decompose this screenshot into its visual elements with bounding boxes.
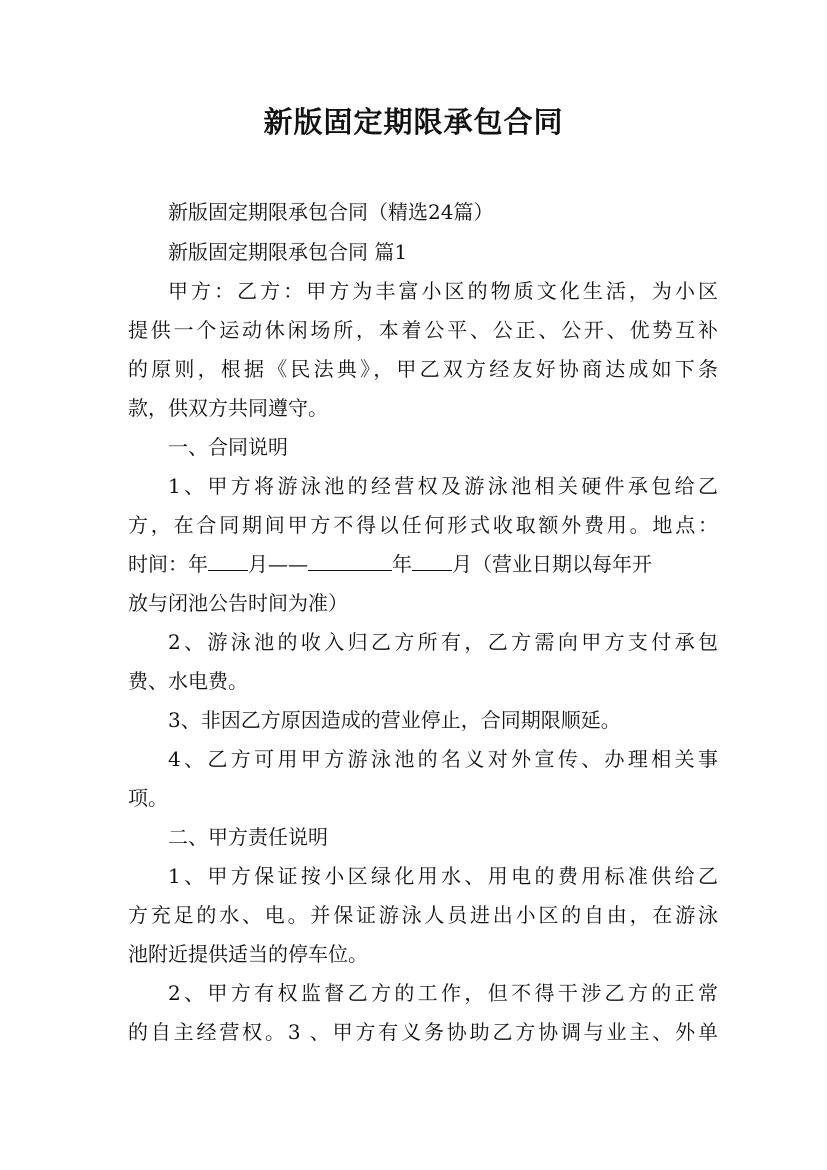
month-blank-field[interactable] xyxy=(208,548,248,571)
preamble-line-3: 的原则，根据《民法典》，甲乙双方经友好协商达成如下条 xyxy=(128,357,718,381)
document-title: 新版固定期限承包合同 xyxy=(263,105,564,139)
clause-2-1-line-3: 池附近提供适当的停车位。 xyxy=(128,942,368,966)
clause-2-1-line-2: 方充足的水、电。并保证游泳人员进出小区的自由，在游泳 xyxy=(128,903,718,927)
section-1-heading: 一、合同说明 xyxy=(168,435,288,459)
clause-2-1-line-1: 1、甲方保证按小区绿化用水、用电的费用标准供给乙 xyxy=(168,864,718,888)
clause-1-4-line-1: 4、乙方可用甲方游泳池的名义对外宣传、办理相关事 xyxy=(168,747,718,771)
collection-subtitle: 新版固定期限承包合同（精选24篇） xyxy=(168,200,494,224)
clause-1-4-line-2: 项。 xyxy=(128,786,168,810)
clause-2-2-line-2: 的自主经营权。3 、甲方有义务协助乙方协调与业主、外单 xyxy=(128,1020,718,1044)
clause-1-1-line-2: 方，在合同期间甲方不得以任何形式收取额外费用。地点： xyxy=(128,513,718,537)
clause-1-2-line-1: 2、游泳池的收入归乙方所有，乙方需向甲方支付承包 xyxy=(168,630,718,654)
clause-1-3-line-1: 3、非因乙方原因造成的营业停止，合同期限顺延。 xyxy=(168,708,621,732)
clause-2-2-line-1: 2、甲方有权监督乙方的工作，但不得干涉乙方的正常 xyxy=(168,981,718,1005)
clause-1-1-line-4: 放与闭池公告时间为准） xyxy=(128,591,348,615)
clause-1-1-line-1: 1、甲方将游泳池的经营权及游泳池相关硬件承包给乙 xyxy=(168,474,718,498)
section-2-heading: 二、甲方责任说明 xyxy=(168,825,328,849)
operating-date-text: 月（营业日期以每年开 xyxy=(452,552,652,576)
preamble-line-1: 甲方：乙方：甲方为丰富小区的物质文化生活，为小区 xyxy=(168,279,718,303)
year-blank-field[interactable] xyxy=(308,548,392,571)
time-label: 时间：年 xyxy=(128,552,208,576)
month-dash-text: 月—— xyxy=(248,552,308,576)
clause-1-2-line-2: 费、水电费。 xyxy=(128,669,248,693)
chapter-heading: 新版固定期限承包合同 篇1 xyxy=(168,240,408,264)
year-label: 年 xyxy=(392,552,412,576)
month-end-blank-field[interactable] xyxy=(412,548,452,571)
preamble-line-4: 款，供双方共同遵守。 xyxy=(128,396,328,420)
preamble-line-2: 提供一个运动休闲场所，本着公平、公正、公开、优势互补 xyxy=(128,318,718,342)
clause-1-1-line-3 xyxy=(128,544,718,584)
